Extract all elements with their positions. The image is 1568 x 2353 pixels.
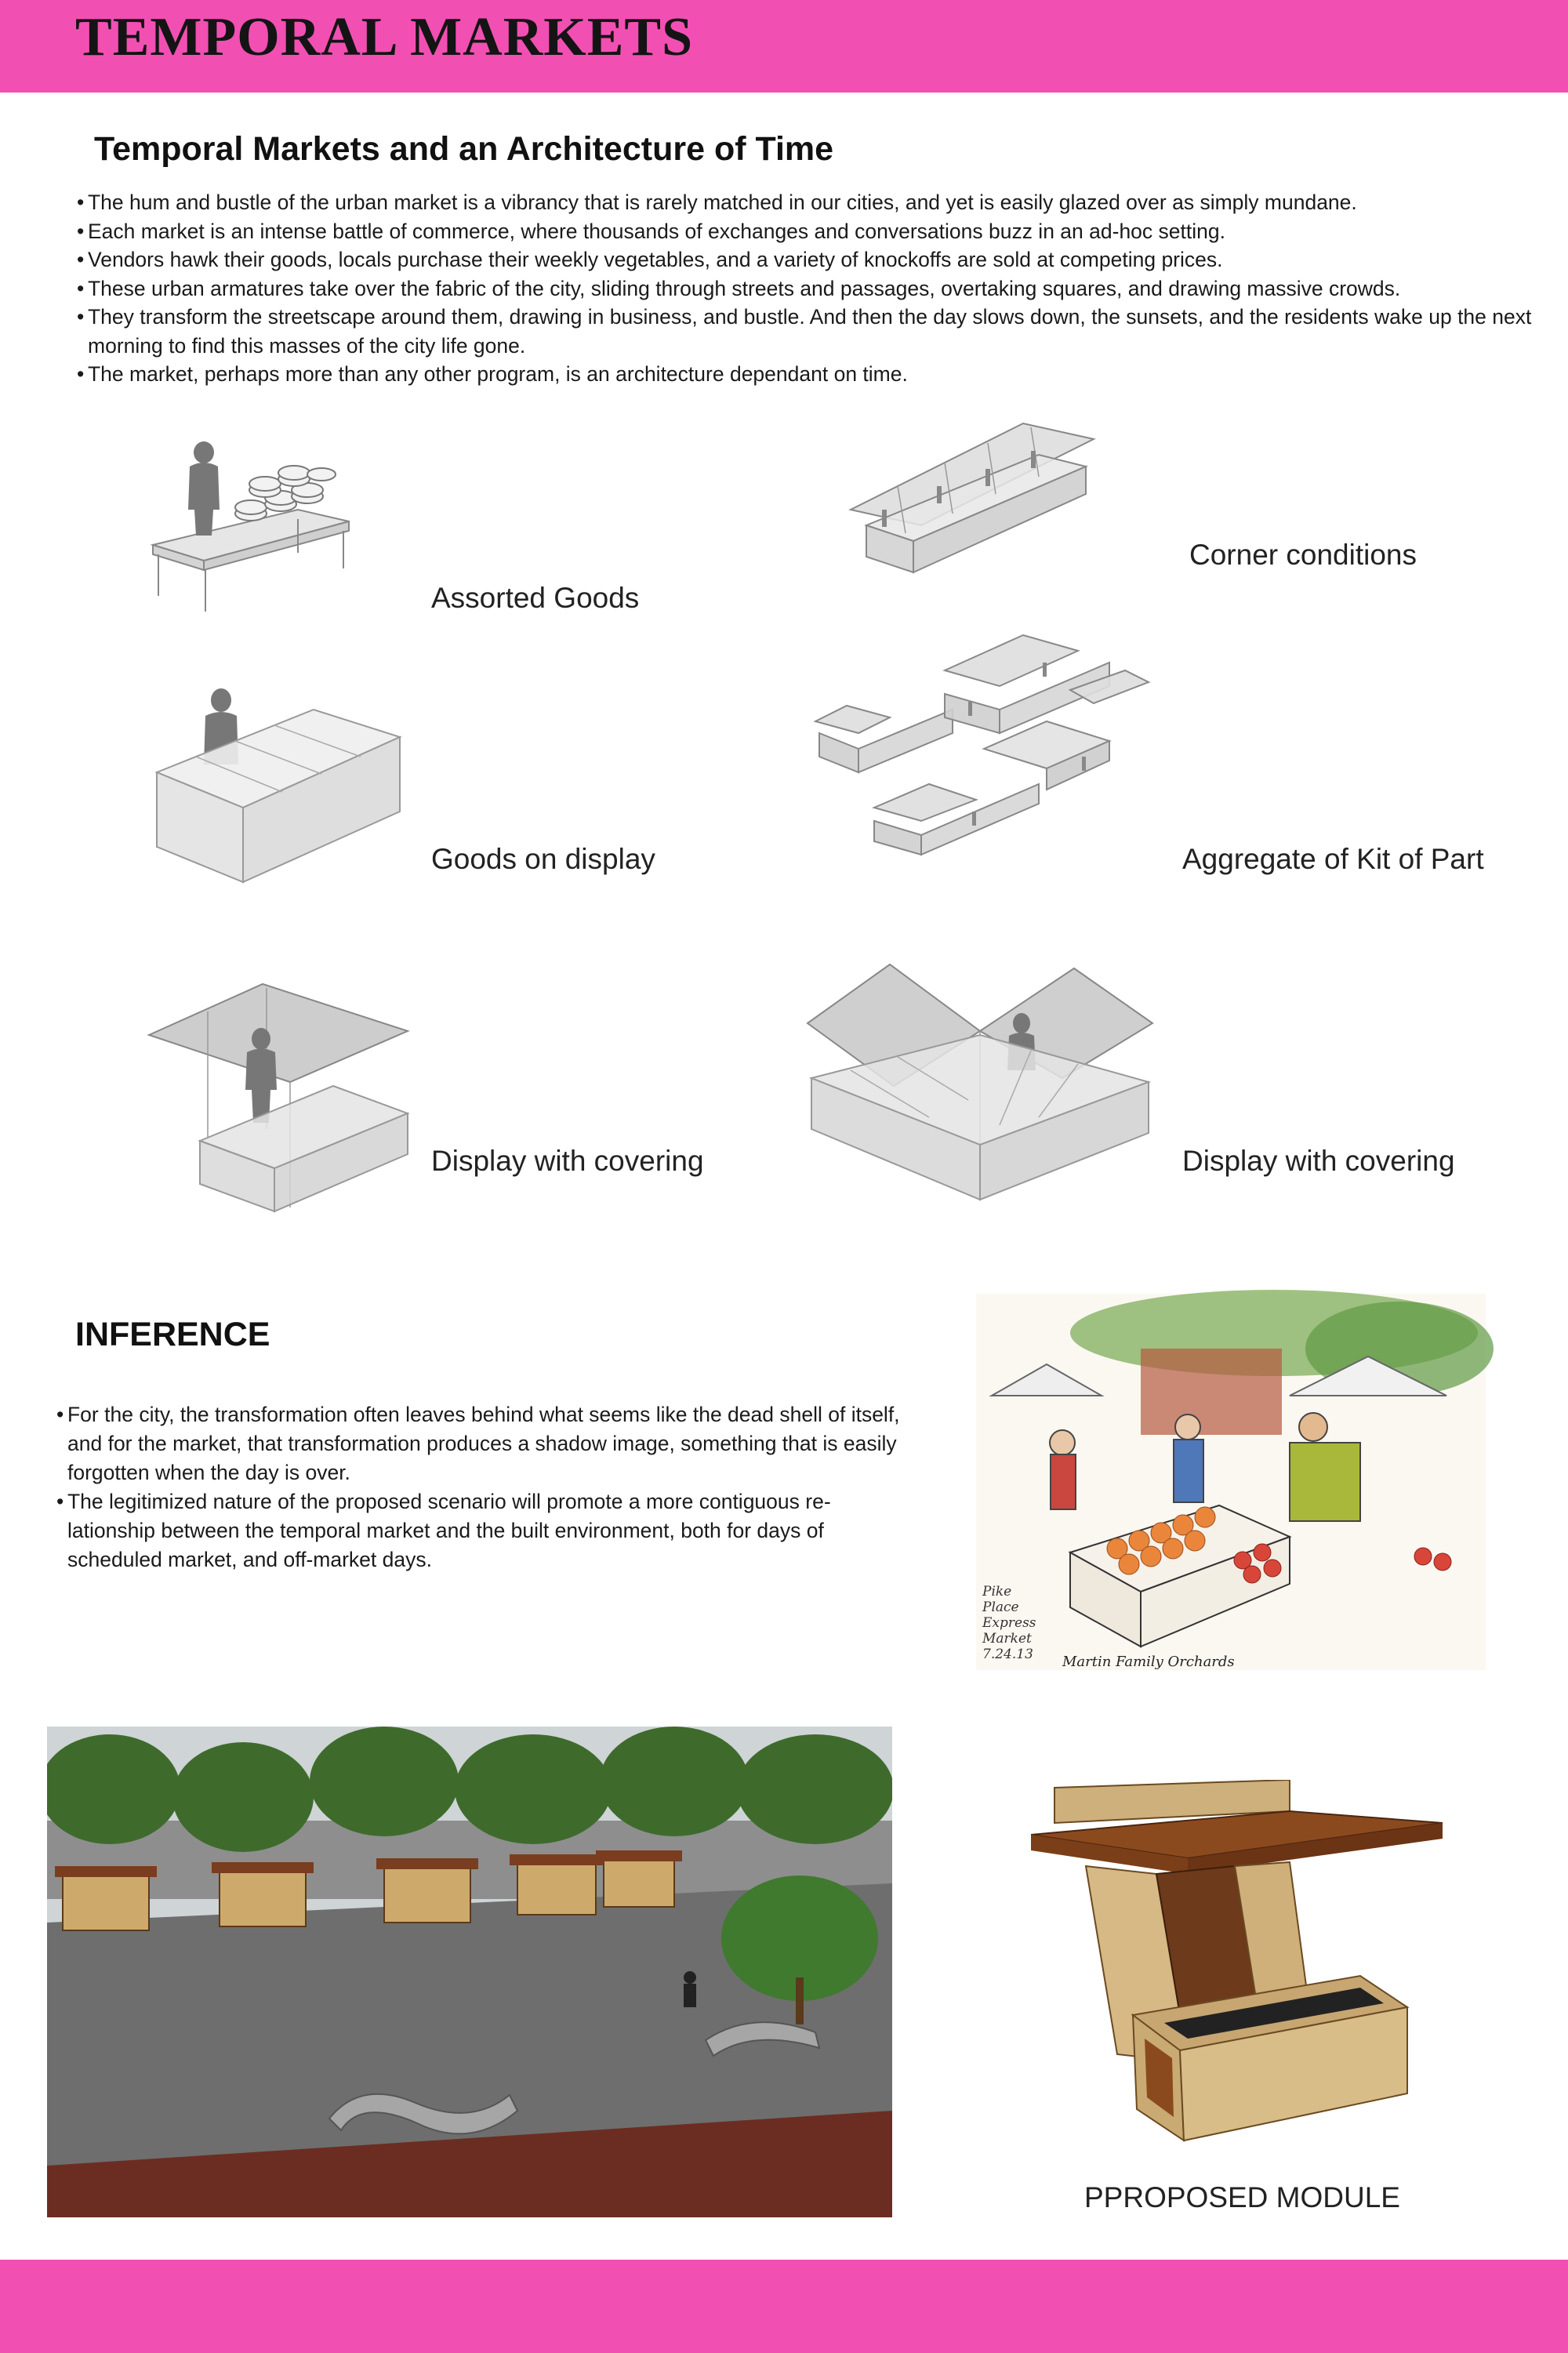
assorted-goods-diagram [141,435,368,615]
market-sketch-illustration [960,1278,1501,1690]
corner-conditions-diagram [843,408,1102,580]
sketch-note-line: Place [982,1600,1019,1615]
footer-band [0,2260,1568,2353]
inference-bullet-list [56,1400,903,1574]
intro-bullet: • Each market is an intense battle of commerce, where thousands of exchanges and conversations buzz in an ad-hoc setting. [77,217,1551,246]
intro-bullet: • The market, perhaps more than any other program, is an architecture dependant on time. [77,360,1551,389]
sketch-sign-text: Martin Family Orchards [1062,1654,1235,1670]
intro-bullet: • Vendors hawk their goods, locals purchase their weekly vegetables, and a variety of knockoffs are sold at competing prices. [77,245,1551,274]
intro-heading: Temporal Markets and an Architecture of Time [94,130,834,168]
intro-bullet: • These urban armatures take over the fabric of the city, sliding through streets and passages, overtaking squares, and drawing massive crowds. [77,274,1551,303]
intro-bullet: • They transform the streetscape around them, drawing in business, and bustle. And then the day slows down, the sunsets, and the residents wake up the next morning to find this masses of the city life gone. [77,303,1551,360]
proposed-module-caption: PPROPOSED MODULE [1084,2181,1400,2213]
sketch-note-line: Pike [982,1584,1012,1600]
caption-corner-conditions: Corner conditions [1189,539,1417,571]
sketch-note-line: Express [982,1615,1036,1631]
intro-bullet: • The hum and bustle of the urban market is a vibrancy that is rarely matched in our cities, and yet is easily glazed over as simply mundane. [77,188,1551,217]
caption-assorted-goods: Assorted Goods [431,582,640,614]
sketch-note-line: Market [982,1631,1032,1647]
inference-heading: INFERENCE [75,1316,270,1353]
caption-display-covering-1: Display with covering [431,1145,704,1177]
caption-aggregate-kit: Aggregate of Kit of Part [1182,843,1484,875]
sketch-note-line: 7.24.13 [982,1647,1033,1662]
goods-on-display-diagram [149,678,416,906]
caption-display-covering-2: Display with covering [1182,1145,1455,1177]
aggregate-kit-diagram [811,615,1156,870]
intro-bullet-list [77,188,1551,389]
page-title: TEMPORAL MARKETS [75,7,694,67]
proposed-module-rendering [1031,1780,1450,2148]
inference-bullet: • For the city, the transformation often leaves behind what seems like the dead shell of itself, and for the market, that transformation produces a shadow image, something that is easily forgotten when the day is over. [56,1400,903,1487]
display-covering-diagram-1 [145,980,416,1215]
caption-goods-on-display: Goods on display [431,843,655,875]
inference-bullet: • The legitimized nature of the proposed scenario will promote a more contiguous re-lationship between the temporal market and the built environment, both for days of scheduled market, and off-market days. [56,1487,903,1574]
display-covering-diagram-2 [804,960,1156,1215]
market-plaza-rendering [47,1727,892,2217]
